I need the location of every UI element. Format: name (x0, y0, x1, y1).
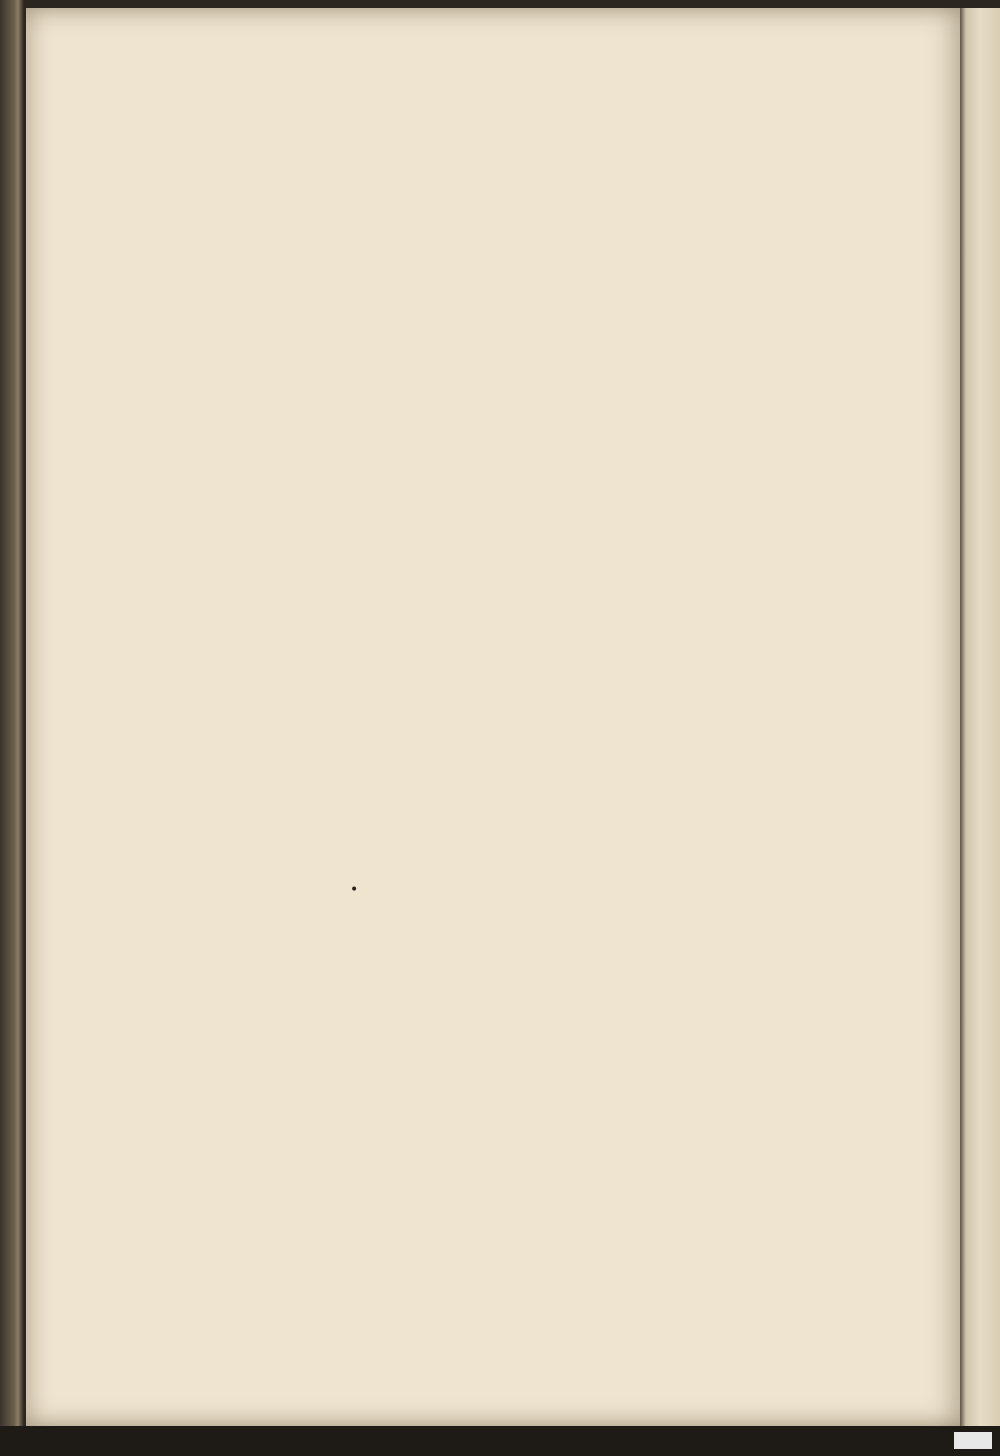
dfg-logo (954, 1432, 992, 1449)
facing-page-edge (960, 8, 1000, 1426)
footer-bar (0, 1426, 1000, 1456)
book-page (26, 8, 972, 1426)
ink-mark: • (350, 882, 359, 898)
